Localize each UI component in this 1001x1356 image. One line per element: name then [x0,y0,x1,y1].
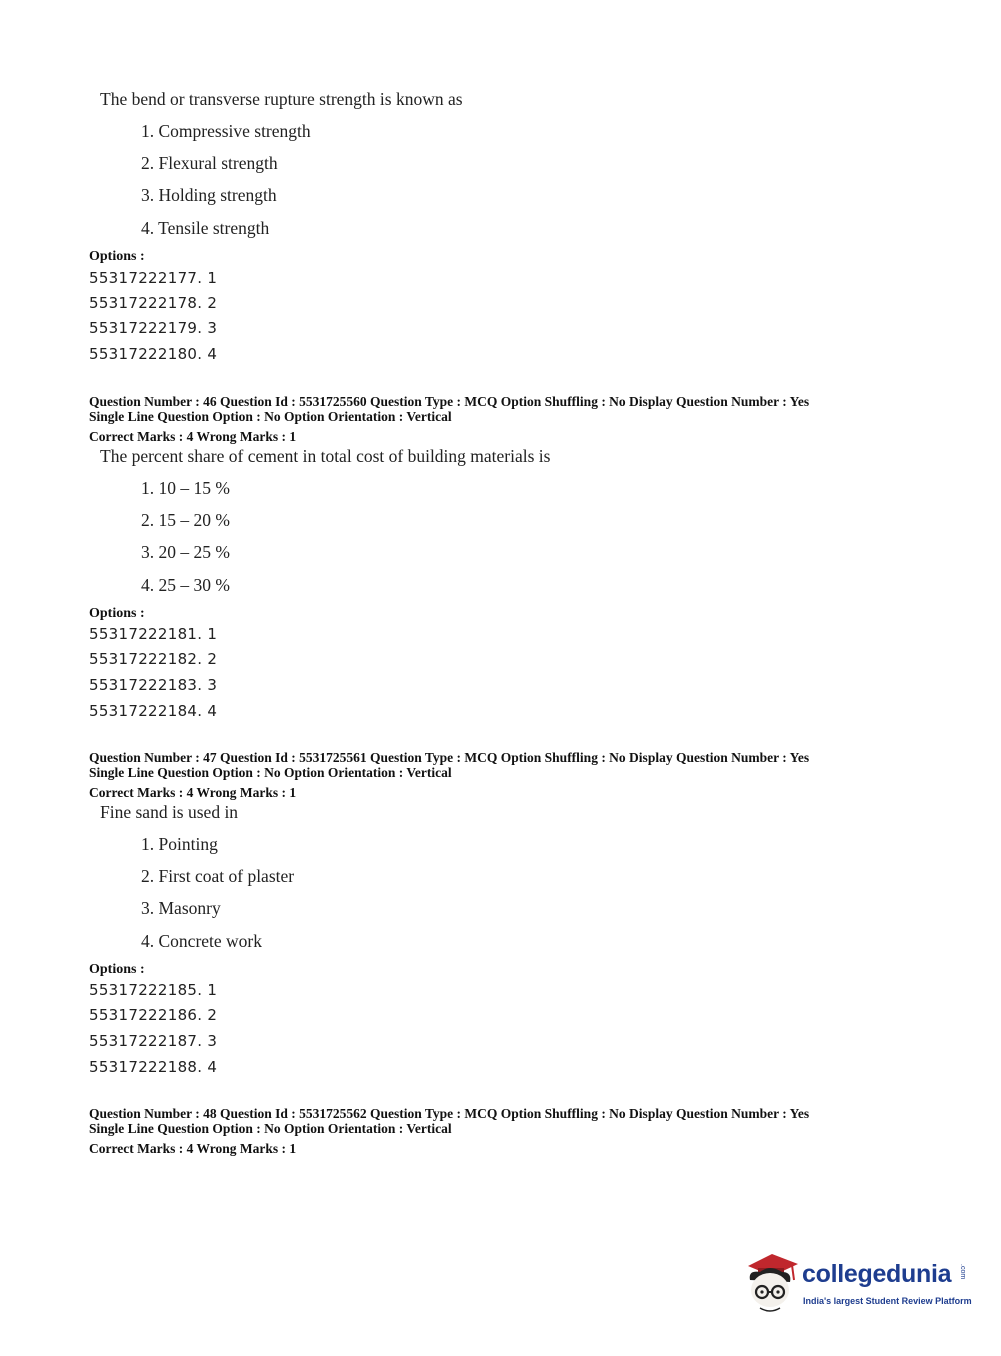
choice-4: 4. Concrete work [141,931,263,951]
choice-3: 3. Holding strength [141,185,277,205]
choice-2: 2. First coat of plaster [141,866,295,886]
choice-3: 3. 20 – 25 % [141,542,230,562]
choice-2: 2. 15 – 20 % [141,510,230,530]
option-id: 55317222179. 3 [89,319,218,337]
question-marks: Correct Marks : 4 Wrong Marks : 1 [89,785,297,800]
logo-wordmark: collegedunia [802,1260,952,1288]
mascot-icon [742,1250,800,1316]
question-marks: Correct Marks : 4 Wrong Marks : 1 [89,429,297,444]
logo-tagline: India's largest Student Review Platform [803,1296,972,1306]
question-meta: Question Number : 46 Question Id : 5531725560 Question Type : MCQ Option Shuffling : No Display Question Number : Yes [89,394,810,409]
logo-suffix: .com [959,1264,966,1280]
question-stem: The percent share of cement in total cost of building materials is [100,446,551,466]
choice-1: 1. 10 – 15 % [141,478,230,498]
option-id: 55317222188. 4 [89,1058,218,1076]
collegedunia-logo [742,1250,972,1320]
options-label: Options : [89,606,145,621]
choice-1: 1. Pointing [141,834,218,854]
question-meta: Question Number : 48 Question Id : 5531725562 Question Type : MCQ Option Shuffling : No Display Question Number : Yes [89,1106,810,1121]
option-id: 55317222182. 2 [89,650,218,668]
option-id: 55317222177. 1 [89,269,218,287]
question-meta-options: Single Line Question Option : No Option Orientation : Vertical [89,1121,452,1136]
choice-4: 4. 25 – 30 % [141,575,230,595]
question-meta: Question Number : 47 Question Id : 5531725561 Question Type : MCQ Option Shuffling : No Display Question Number : Yes [89,750,810,765]
option-id: 55317222181. 1 [89,625,218,643]
option-id: 55317222184. 4 [89,702,218,720]
question-marks: Correct Marks : 4 Wrong Marks : 1 [89,1141,297,1156]
question-stem: The bend or transverse rupture strength is known as [100,89,463,109]
choice-4: 4. Tensile strength [141,218,270,238]
question-meta-options: Single Line Question Option : No Option Orientation : Vertical [89,765,452,780]
choice-1: 1. Compressive strength [141,121,311,141]
options-label: Options : [89,962,145,977]
option-id: 55317222187. 3 [89,1032,218,1050]
choice-3: 3. Masonry [141,898,221,918]
options-label: Options : [89,249,145,264]
option-id: 55317222185. 1 [89,981,218,999]
option-id: 55317222186. 2 [89,1006,218,1024]
option-id: 55317222183. 3 [89,676,218,694]
option-id: 55317222178. 2 [89,294,218,312]
option-id: 55317222180. 4 [89,345,218,363]
question-stem: Fine sand is used in [100,802,239,822]
question-meta-options: Single Line Question Option : No Option Orientation : Vertical [89,409,452,424]
choice-2: 2. Flexural strength [141,153,278,173]
